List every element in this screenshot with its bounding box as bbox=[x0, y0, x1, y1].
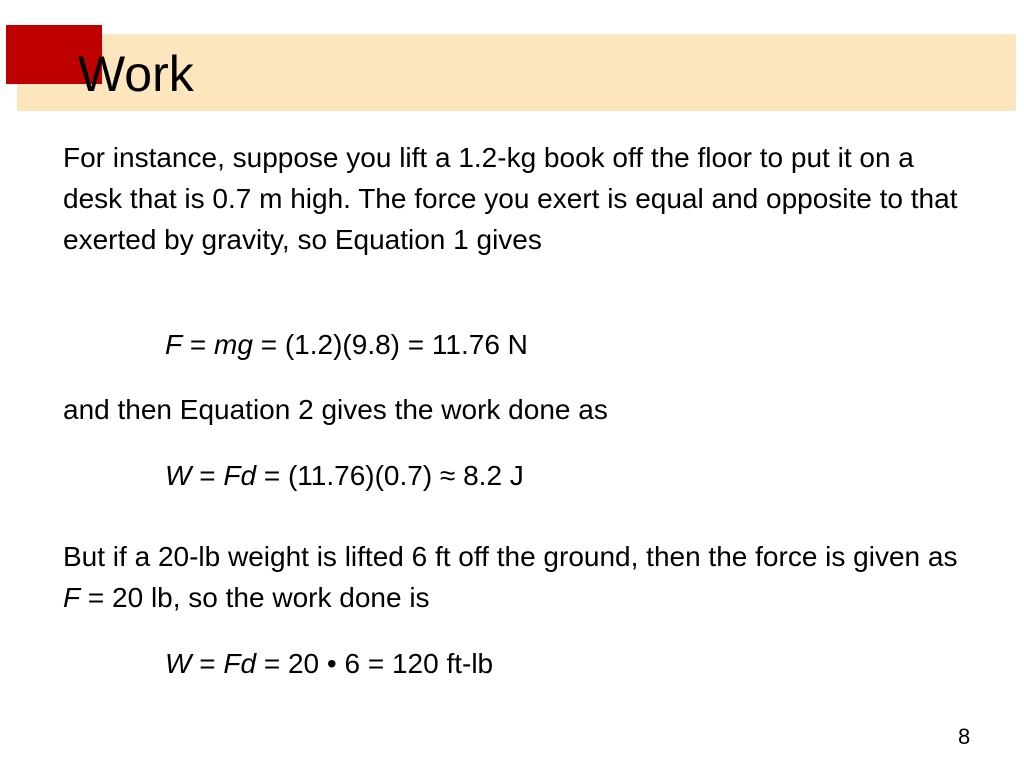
page-number: 8 bbox=[958, 724, 971, 749]
eq1-lhs: F bbox=[165, 329, 183, 360]
eq2-lhs: W bbox=[165, 460, 192, 491]
slide-title: Work bbox=[78, 46, 194, 102]
paragraph-1: For instance, suppose you lift a 1.2-kg book off the floor to put it on a desk that is 0.7 m high. The force you exert is equal and opposite to that exerted by gravity, so Equation 1 gives bbox=[63, 142, 958, 255]
eq2-equals: = bbox=[191, 460, 224, 491]
p3-text-before: But if a 20-lb weight is lifted 6 ft off the ground, then the force is given as bbox=[63, 541, 958, 572]
eq3-var: Fd bbox=[223, 648, 257, 679]
paragraph-2: and then Equation 2 gives the work done as bbox=[63, 394, 608, 425]
eq2-rhs: = (11.76)(0.7) ≈ 8.2 J bbox=[256, 460, 524, 491]
equation-work-2 bbox=[165, 643, 493, 684]
p3-text-after: = 20 lb, so the work done is bbox=[80, 582, 430, 613]
eq1-equals: = bbox=[182, 329, 215, 360]
paragraph-3 bbox=[63, 536, 973, 618]
equation-work-1 bbox=[165, 455, 524, 496]
equation-force bbox=[165, 324, 528, 365]
eq3-lhs: W bbox=[165, 648, 192, 679]
p3-var: F bbox=[63, 582, 81, 613]
eq1-var: mg bbox=[214, 329, 253, 360]
eq3-rhs: = 20 • 6 = 120 ft-lb bbox=[256, 648, 494, 679]
eq3-equals: = bbox=[191, 648, 224, 679]
eq2-var: Fd bbox=[223, 460, 257, 491]
eq1-rhs: = (1.2)(9.8) = 11.76 N bbox=[252, 329, 528, 360]
